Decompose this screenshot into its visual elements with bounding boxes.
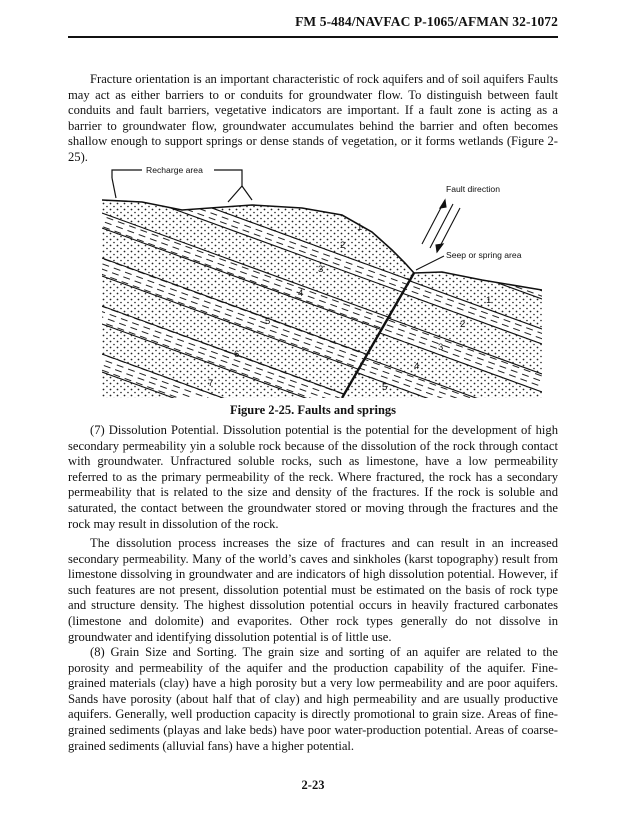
document-id: FM 5-484/NAVFAC P-1065/AFMAN 32-1072	[295, 14, 558, 29]
layer-number: 3	[438, 342, 444, 353]
layer-number: 6	[234, 349, 240, 360]
layer-number: 4	[298, 288, 304, 299]
page-number: 2-23	[301, 778, 325, 792]
layer-number: 1	[486, 295, 492, 306]
layer-number: 3	[318, 264, 324, 275]
layer-number: 1	[357, 222, 363, 233]
figure-caption: Figure 2-25. Faults and springs	[229, 403, 397, 417]
layer-number: 4	[414, 361, 420, 372]
layer-number: 2	[340, 240, 346, 251]
recharge-area-label: Recharge area	[146, 165, 203, 175]
layer-number: 2	[460, 319, 466, 330]
fault-direction-arrows-icon	[422, 200, 460, 252]
running-header	[68, 10, 558, 38]
fault-direction-label: Fault direction	[446, 184, 500, 194]
seep-spring-label: Seep or spring area	[446, 250, 522, 260]
layer-number: 5	[265, 316, 271, 327]
seep-pointer	[416, 256, 444, 270]
paragraph-dissolution-potential: (7) Dissolution Potential. Dissolution potential is the potential for the development of high secondary permeability yin a soluble rock because of the dissolution of the rock through contact with groundwater. Unfractured soluble rocks, such as limestone, have a low permeability referred to as the primary permeability of the reck. Where fractured, the rock has a secondary permeability that is related to the size and density of the fractures. If the rock is soluble and saturated, the contact between the groundwater stored or moving through the fractures and the rock may result in dissolution of the rock.	[68, 423, 558, 531]
layer-number: 7	[208, 378, 214, 389]
paragraph-fracture-orientation: Fracture orientation is an important characteristic of rock aquifers and of soil aquifers Faults may act as either barriers to or conduits for groundwater flow. To distinguish between fault conduits and fault barriers, vegetative indicators are important. If a fault zone is acting as a barrier to groundwater flow, groundwater accumulates behind the barrier and often becomes shallow enough to support springs or dense stands of vegetation, or it forms wetlands (Figure 2-25).	[68, 72, 558, 164]
figure-faults-and-springs	[102, 160, 542, 398]
paragraph-grain-size-sorting: (8) Grain Size and Sorting. The grain size and sorting of an aquifer are related to the porosity and permeability of the aquifer and the production capability of the aquifer. Fine-grained materials (clay) have a high porosity but a very low permeability and are poor aquifers. Sands have porosity (about half that of clay) and high permeability and are usually productive aquifers. Generally, well production capacity is directly promotional to grain size. Areas of fine-grained sediments (playas and lake beds) have poor water-production potential. Areas of coarse-grained sediments (alluvial fans) have a higher potential.	[68, 645, 558, 753]
layer-number: 5	[382, 382, 388, 393]
geologic-cross-section	[102, 160, 542, 398]
paragraph-dissolution-process: The dissolution process increases the size of fractures and can result in an increased secondary permeability. Many of the world’s caves and sinkholes (karst topography) result from limestone dissolving in groundwater and are indicators of high dissolution potential. However, if such features are not present, dissolution potential must be estimated on the basis of rock type and structure density. The highest dissolution potential occurs in heavily fractured carbonates (limestone and dolomite) and evaporites. Other rock types generally do not dissolve in groundwater and identifying dissolution potential is of little use.	[68, 536, 558, 644]
